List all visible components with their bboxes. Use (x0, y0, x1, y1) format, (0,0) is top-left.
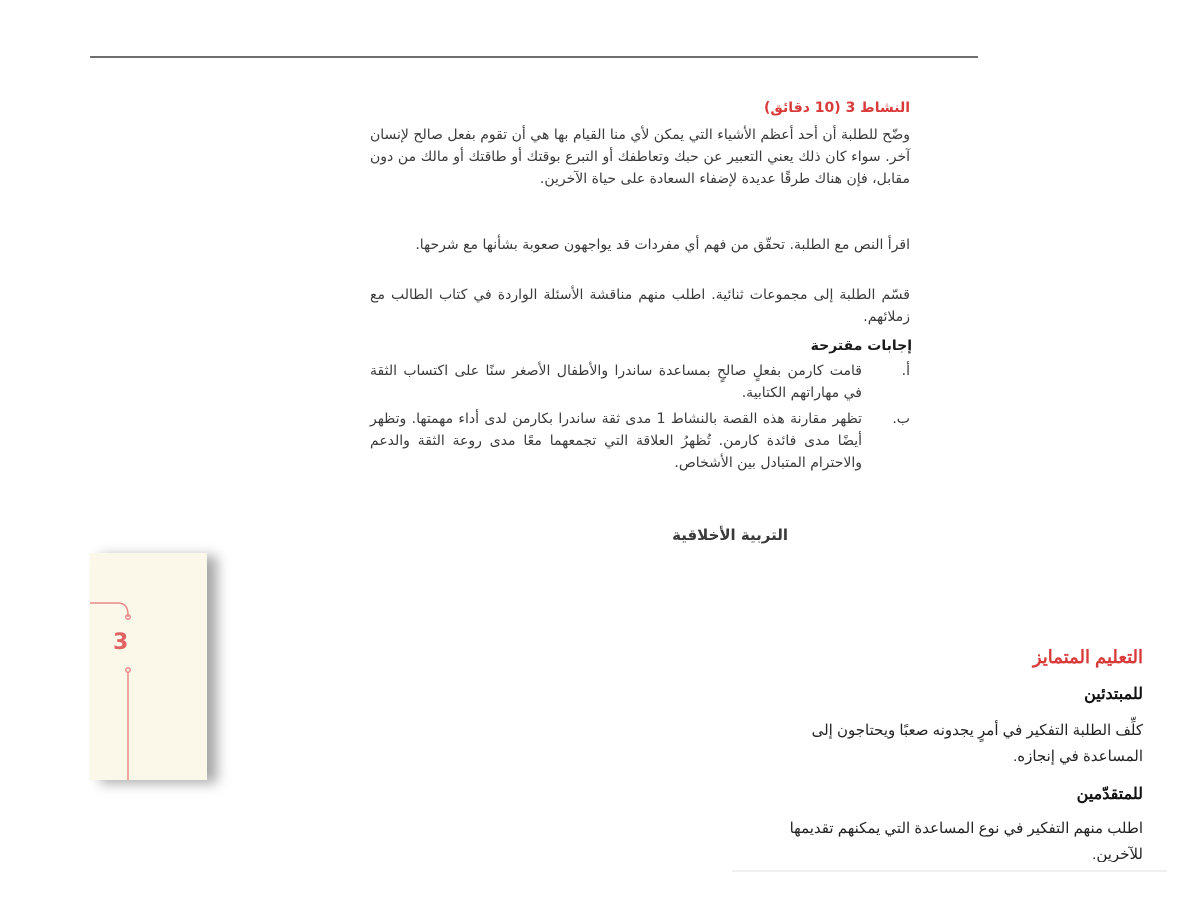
answer-text: قامت كارمن بفعلٍ صالحٍ بمساعدة ساندرا والأطفال الأصغر سنًا على اكتساب الثقة في مهاراتهم الكتابية. (370, 363, 862, 401)
answer-letter: ب. (892, 411, 910, 427)
activity-heading: النشاط 3 (10 دقائق) (764, 100, 910, 116)
answer-letter: أ. (901, 363, 910, 379)
chapter-number: 3 (113, 630, 129, 655)
beginners-text: كلِّف الطلبة التفكير في أمرٍ يجدونه صعبًا ويحتاجون إلى المساعدة في إنجازه. (811, 722, 1143, 765)
page-footer-subject: التربية الأخلاقية (672, 526, 788, 544)
advanced-text: اطلب منهم التفكير في نوع المساعدة التي يمكنهم تقديمها للآخرين. (789, 820, 1143, 862)
activity-paragraph-3: قسّم الطلبة إلى مجموعات ثنائية. اطلب منهم مناقشة الأسئلة الواردة في كتاب الطالب مع زملائهم. (370, 287, 910, 325)
activity-paragraph-1: وضّح للطلبة أن أحد أعظم الأشياء التي يمكن لأي منا القيام بها هي أن تقوم بفعل صالح لإنسان آخر. سواء كان ذلك يعني التعبير عن حبك وتعاطفك أو التبرع بوقتك أو طاقتك أو مالك من دون مقابل، فإن هناك طرقًا عديدة لإضفاء السعادة على حياة الآخرين. (370, 127, 910, 187)
chapter-side-tab (90, 553, 207, 780)
beginners-title: للمبتدئين (1084, 686, 1143, 703)
advanced-title: للمتقدّمين (1076, 786, 1143, 803)
answer-text: تظهر مقارنة هذه القصة بالنشاط 1 مدى ثقة ساندرا بكارمن لدى أداء مهمتها. وتظهر أيضًا مدى فائدة كارمن. تُظهرُ العلاقة التي تجمعهما معًا مدى روعة الثقة والدعم والاحترام المتبادل بين الأشخاص. (370, 411, 863, 471)
differentiated-learning-title: التعليم المتمايز (1032, 647, 1143, 667)
bottom-divider (732, 870, 1167, 872)
answer-item-a (370, 360, 910, 404)
answer-item-b (370, 408, 910, 474)
top-divider (90, 56, 978, 58)
activity-paragraph-2: اقرأ النص مع الطلبة. تحقّق من فهم أي مفردات قد يواجهون صعوبة بشأنها مع شرحها. (415, 237, 910, 253)
answers-heading: إجابات مقترحة (810, 338, 912, 354)
tab-bracket-icon (90, 553, 207, 780)
